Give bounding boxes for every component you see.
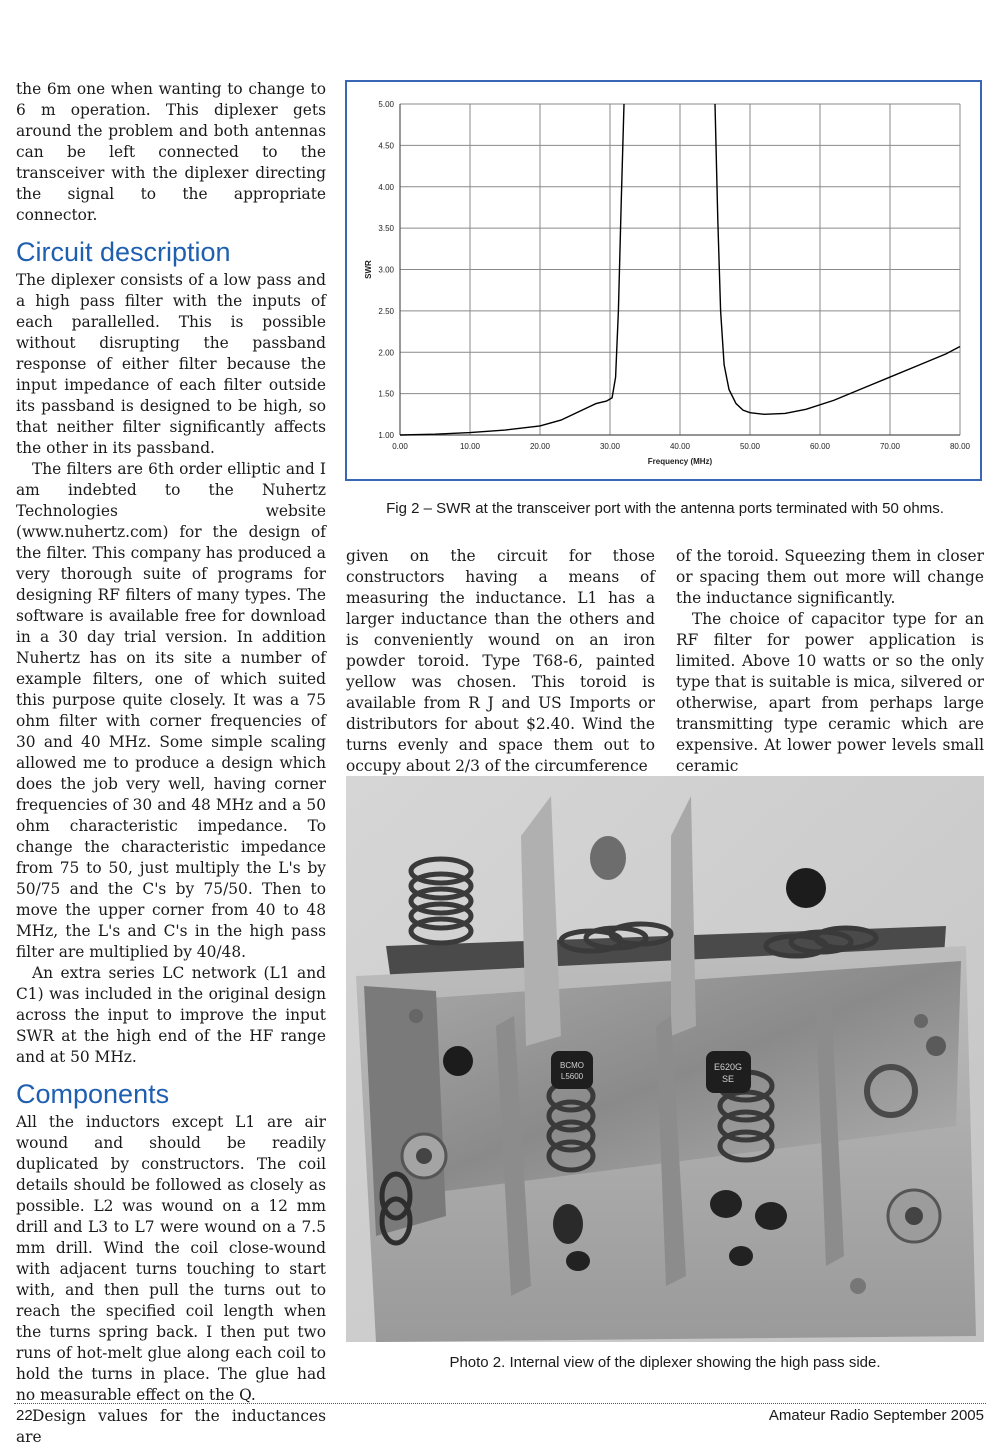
screw-hole (409, 1009, 423, 1023)
swr-chart-svg (347, 82, 980, 479)
footer-rule (14, 1403, 986, 1404)
heading-circuit-description: Circuit description (16, 237, 231, 267)
y-tick-label: 2.00 (378, 348, 394, 358)
paragraph: Design values for the inductances are (16, 1407, 326, 1446)
y-tick-label: 3.00 (378, 265, 394, 275)
right-column (676, 546, 984, 777)
end-plate (364, 986, 446, 1236)
x-tick-label: 80.00 (949, 442, 971, 451)
capacitor (551, 1051, 593, 1089)
capacitor (786, 868, 826, 908)
y-tick-label: 4.50 (378, 141, 394, 151)
paragraph: The diplexer consists of a low pass and a high pass filter with the inputs of each parallelled. This is possible without disrupting the passband response of either filter because the input impedance of each filter outside its passband is designed to be high, so that neither filter significantly affects the other in its passband. (16, 271, 326, 457)
x-tick-label: 20.00 (529, 442, 551, 451)
y-tick-label: 4.00 (378, 182, 394, 192)
photo-caption: Photo 2. Internal view of the diplexer showing the high pass side. (449, 1354, 881, 1371)
heading-components: Components (16, 1079, 170, 1109)
y-tick-label: 1.50 (378, 389, 394, 399)
x-tick-label: 30.00 (599, 442, 621, 451)
page-number: 22 (16, 1407, 33, 1424)
paragraph: All the inductors except L1 are air wound and should be readily duplicated by constructors. The coil details should be followed as closely as possible. L2 was wound on a 12 mm drill and L3 to L7 were wound on a 7.5 mm drill. Wind the coil close-wound with adjacent turns touching to start with, and then pull the turns out to reach the specified coil length when the turns spring back. I then put two runs of hot-melt glue along each coil to hold the turns in place. The glue had no measurable effect on the Q. (16, 1113, 326, 1404)
component-marking: E620G (713, 1062, 743, 1072)
screw-hole (850, 1278, 866, 1294)
figure-caption: Fig 2 – SWR at the transceiver port with the antenna ports terminated with 50 ohms. (386, 500, 944, 517)
x-tick-label: 10.00 (459, 442, 481, 451)
capacitor (729, 1246, 753, 1266)
capacitor (755, 1202, 787, 1230)
paragraph: The filters are 6th order elliptic and I am indebted to the Nuhertz Technologies website (www.nuhertz.com) for the design of the filter. This company has produced a very thorough suite of programs for designing RF filters of many types. The software is available free for download in a 30 day trial version. In addition Nuhertz has on its site a number of example filters, one of which suited this purpose quite closely. It was a 75 ohm filter with corner frequencies of 30 and 40 MHz. Some simple scaling allowed me to produce a design which does the job very well, having corner frequencies of 30 and 48 MHz and a 50 ohm characteristic impedance. To change the characteristic impedance from 75 to 50, just multiply the L's by 50/75 and the C's by 75/50. Then to move the upper corner from 40 to 48 MHz, the L's and C's in the high pass filter are multiplied by 40/48. (16, 460, 326, 961)
component-marking: BCMO (560, 1061, 584, 1070)
diplexer-photo (346, 776, 984, 1342)
paragraph: given on the circuit for those constructors having a means of measuring the inductance. L1 has a larger inductance than the others and is conveniently wound on an iron powder toroid. Type T68-6, painted yellow was chosen. This toroid is available from R J and US Imports or distributors for about $2.40. Wind the turns evenly and space them out to occupy about 2/3 of the circumference (346, 547, 655, 775)
connector-pin (416, 1148, 432, 1164)
capacitor (710, 1190, 742, 1218)
left-column (16, 79, 326, 1448)
paragraph: An extra series LC network (L1 and C1) was included in the original design across the input to improve the input SWR at the high end of the HF range and at 50 MHz. (16, 964, 326, 1066)
y-tick-label: 3.50 (378, 224, 394, 234)
capacitor (443, 1046, 473, 1076)
y-tick-label: 1.00 (378, 431, 394, 440)
paragraph: the 6m one when wanting to change to 6 m operation. This diplexer gets around the problem and both antennas can be left connected to the transceiver with the diplexer directing the signal to the appropriate connector. (16, 80, 326, 224)
x-tick-label: 60.00 (809, 442, 831, 451)
y-axis-label: SWR (364, 260, 373, 279)
solder-lug (926, 1036, 946, 1056)
capacitor (590, 836, 626, 880)
footer-publication: Amateur Radio September 2005 (768, 1407, 984, 1424)
capacitor (706, 1051, 751, 1093)
swr-chart (345, 80, 982, 481)
swr-curve (715, 104, 960, 414)
screw-hole (914, 1014, 928, 1028)
x-tick-label: 70.00 (879, 442, 901, 451)
component-marking: SE (721, 1074, 735, 1084)
x-axis-label: Frequency (MHz) (647, 457, 713, 466)
capacitor (553, 1204, 583, 1244)
diplexer-photo-image (346, 776, 984, 1342)
y-tick-label: 2.50 (378, 306, 394, 316)
x-tick-label: 0.00 (392, 442, 408, 451)
connector-pin (905, 1207, 923, 1225)
component-marking: L5600 (560, 1072, 584, 1081)
y-tick-label: 5.00 (378, 100, 394, 109)
x-tick-label: 40.00 (669, 442, 691, 451)
paragraph: of the toroid. Squeezing them in closer or spacing them out more will change the inductance significantly. (676, 547, 984, 607)
x-tick-label: 50.00 (739, 442, 761, 451)
paragraph: The choice of capacitor type for an RF filter for power application is limited. Above 10 watts or so the only type that is suitable is mica, silvered or otherwise, apart from perhaps large transmitting type ceramic which are expensive. At lower power levels small ceramic (676, 610, 984, 775)
middle-column (346, 546, 655, 777)
capacitor (566, 1251, 590, 1271)
